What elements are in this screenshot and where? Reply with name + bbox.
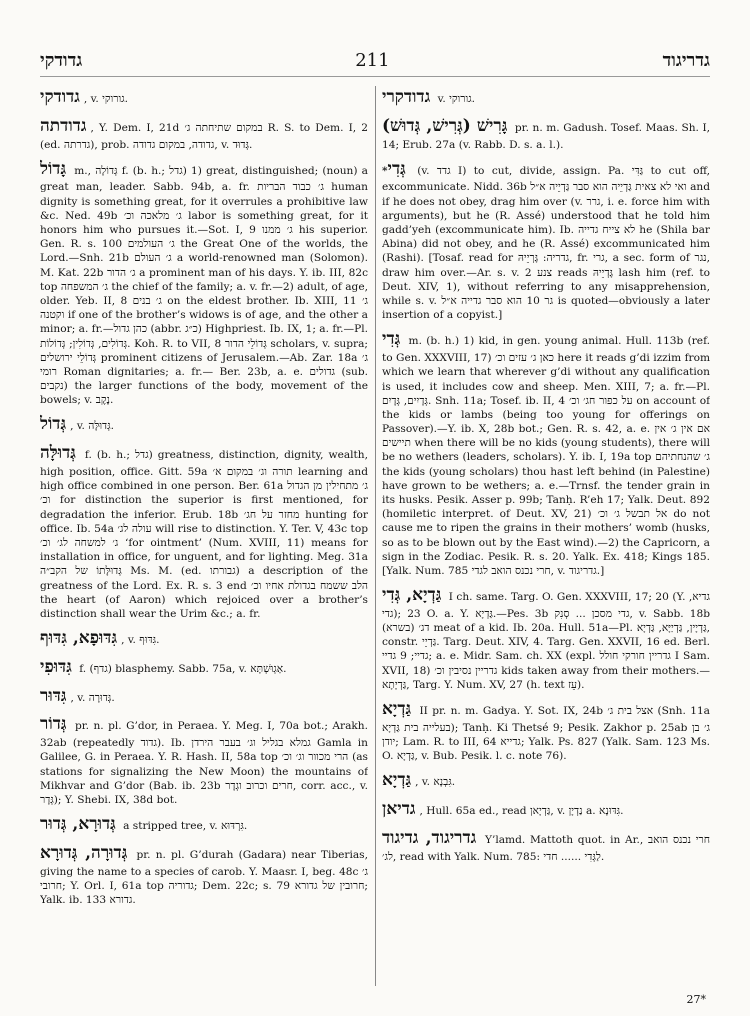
right-guide-word: גדריגוד — [662, 49, 710, 71]
entry-headword: גְּדוֹל — [40, 414, 67, 435]
entry-definition: I ch. same. Targ. O. Gen. XXXVIII, 17; 20 (Y. גדיא, גדי); 23 O. a. Y. גַּדְיָא.—Pes. 3b גדי מסכן ... סְנִק, v. Sabb. 18b (בשרא) דג׳ meat of a kid. Ib. 20a. Hull. 51a—Pl. גַּדְיָין, גַּדְיַיָּא, גַּדְיָא, constr. גַּדְיֵי. Targ. Deut. XIV, 4. Targ. Gen. XXVII, 16 ed. Berl. גדיי; 9 גדיי; a. e. Midr. Sam. ch. XX (expl. גדריין חורקי חולל I Sam. XVII, 18) גדריין נסיבין וכ׳ kids taken away from their mothers.—גַּדְיָתָא, Targ. Y. Num. XV, 27 (h. text עֵז). — [382, 591, 710, 691]
entry-headword: גדיאן — [382, 799, 416, 820]
entry-definition: v. גורוקי. — [434, 93, 476, 105]
entry-headword: גְּדִי — [387, 158, 406, 179]
entry-definition: , Hull. 65a ed., read גַּדְיָאן, v. נַדְיָן a. גִּדּוּנָא. — [419, 805, 624, 818]
entry-headword: גְּדוּלָּה — [40, 443, 76, 464]
signature-mark: 27* — [686, 993, 706, 1006]
dictionary-entry — [40, 86, 368, 109]
entry-definition: , Y. Dem. I, 21d במקום שתיחתה ג׳ R. S. to Dem. I, 2 (ed. גדרתה), prob. גדודה, במקום גדודה, v. גְּדוּד. — [40, 121, 368, 151]
entry-definition: , v. גְּדוּרָה. — [70, 691, 115, 704]
entry-headword: גדריגוד, גדיגוד — [382, 827, 477, 848]
entry-definition: , v. גִּבְנָא. — [415, 776, 456, 789]
dictionary-entry — [40, 813, 368, 836]
entry-headword: גְּדוּרָא, גְּדוּר — [40, 814, 116, 835]
dictionary-entry — [40, 115, 368, 152]
dictionary-entry — [382, 769, 710, 792]
dictionary-entry — [382, 158, 710, 323]
entry-headword: גְּדוּרָה, גְּדוּרָא — [40, 842, 128, 863]
entry-headword: גָּרִישׁ (גְּרִישׁ, גְּדוּשׁ) — [382, 115, 508, 136]
entry-headword: גָּדוֹל — [40, 158, 67, 179]
entry-definition: pr. n. pl. G’durah (Gadara) near Tiberias, giving the name to a species of carob. Y. Maasr. I, beg. 48c ג׳ חרובי; Y. Orl. I, 61a top גדוריה; Dem. 22c; s. 79 חרובין של גדורא; Yalk. ib. 133 גדורא. — [40, 848, 368, 906]
dictionary-entry — [382, 698, 710, 763]
entry-definition: , v. גִּדּוּף. — [121, 634, 160, 647]
right-column — [382, 86, 710, 986]
entry-headword: גַּדְיָא, גְּדִי — [382, 585, 442, 606]
dictionary-entry — [382, 798, 710, 821]
entry-definition: m., גְּדוֹלָה f. (b. h.; גדל) 1) great, distinguished; (noun) a great man, leader. Sabb. 94b, a. fr. ג׳ כבוד הבריות human dignity is something great, for it overrules a prohibitive law &c. Ned. 49b ג׳ מלאכה וכ׳ labor is something great, for it honors him who pursues it.—Sot. I, 9 ג׳ ממנו his superior. Gen. R. s. 100 ג׳ העולמים the Great One of the worlds, the Lord.—Snh. 21b ג׳ העולם a world-renowned man (Solomon). M. Kat. 22b ג׳ הדור a prominent man of his days. Y. ib. III, 82c top ג׳ המשפחה the chief of the family; a. v. fr.—2) adult, of age, older. Yeb. II, 8 ג׳ בנים on the eldest brother. Ib. XIII, 11 ג׳ וקטנה if one of the brother’s widows is of age, and the other a minor; a. fr.—כהן גדול (abbr. כ״ג) Highpriest. Ib. IX, 1; a. fr.—Pl. גְּדוֹלִים, גְּדוֹלִין; גְּדוֹלוֹת. Koh. R. to VII, 8 גְּדוֹלֵי הדור scholars, v. supra; גְּדוֹלֵי ירושלים prominent citizens of Jerusalem.—Ab. Zar. 18a ג׳ רומי Roman dignitaries; a. fr.— Ber. 23b, a. e. גדולים (sub. נקבים) the larger functions of the body, movement of the bowels; v. נֶקֶב. — [40, 164, 368, 407]
dictionary-entry — [382, 584, 710, 692]
entry-definition: pr. n. pl. G’dor, in Peraea. Y. Meg. I, 70a bot.; Arakh. 32ab (repeatedly גדוד). Ib. גמלא בגליל וג׳ בעבר הירדן Gamla in Galilee, G. in Peraea. Y. R. Hash. II, 58a top הרי מכוור וג׳ וכ׳ (as stations for signalizing the New Moon) the mountains of Mikhvar and G’dor (Bab. ib. 23b חרים וכרוב וגְדָר, corr. acc., v. גְּדָר); Y. Shebi. IX, 38d bot. — [40, 720, 368, 806]
entry-definition: II pr. n. m. Gadya. Y. Sot. IX, 24b אצל בית ג׳ (Snh. 11a בעלייה בית גַּדְיָא); Tanḥ. Ki Thetsé 9; Pesik. Zakhor p. 25ab ג׳ בן יודן; Lam. R. to III, 64 גדייא; Yalk. Ps. 827 (Yalk. Sam. 123 Ms. O. גַּדְיָא, v. Bub. Pesik. l. c. note 76). — [382, 705, 710, 763]
entry-headword: גִּדּוּפָא, גִּדּוּף — [40, 628, 118, 649]
entry-headword: גדודתה — [40, 115, 87, 136]
entry-definition: m. (b. h.) 1) kid, in gen. young animal. Hull. 113b (ref. to Gen. XXXVIII, 17) כאן ג׳ עזים וכ׳ here it reads g’di izzim from which we learn that wherever g’di without any qualification is used, it includes cow and sheep. Men. XIII, 7; a. fr.—Pl. גְּדָיִים, גְּדָיִם. Snh. 11a; Tosef. ib. II, 4 על כפור חג׳ וכ׳ on account of the kids or lambs (being too young for offerings on Passover).—Y. ib. X, 28b bot.; Gen. R. s. 42, a. e. אם אין ג׳ אין תיישים when there will be no kids (young students), there will be no wethers (leaders, scholars). Y. ib. I, 19a top ג׳ שהנחתיהם the kids (young scholars) thou hast left behind (in Palestine) have grown to be wethers; a. e.—Trnsf. the tender grain in its husks. Pesik. Asser p. 99b; Tanḥ. R’eh 17; Yalk. Deut. 892 (homiletic interpret. of Deut. XV, 21) אל תבשל ג׳ וכ׳ do not cause me to ripen the grains in their mothers’ womb (husks, so as to be blown out by the East wind).—2) the Capricorn, a sign in the Zodiac. Pesik. R. s. 20. Yalk. Ex. 418; Kings 185. [Yalk. Num. 785 חרי נכנס הואב לגדי, v. גדריגוד.] — [382, 335, 710, 577]
entry-definition: a stripped tree, v. גִּרְדּוּא. — [119, 820, 248, 833]
dictionary-entry — [40, 158, 368, 408]
entry-headword: גַּדְיָא — [382, 699, 412, 720]
entry-definition: pr. n. m. Gadush. Tosef. Maas. Sh. I, 14; Erub. 27a (v. Rabb. D. s. a. l.). — [382, 121, 710, 151]
dictionary-columns — [40, 86, 710, 986]
entry-headword: גַּדְיָא — [382, 770, 412, 791]
entry-symbol: * — [382, 164, 388, 177]
dictionary-entry — [40, 627, 368, 650]
dictionary-entry — [382, 86, 710, 109]
dictionary-entry — [382, 827, 710, 864]
page-number: 211 — [355, 49, 390, 71]
entry-definition: , v. גְּדוּלָּה. — [70, 420, 115, 433]
entry-definition: Y’lamd. Mattoth quot. in Ar., חרי נכנס הואב לג׳, read with Yalk. Num. 785: לַגְּדִי ...... חדי. — [382, 833, 710, 863]
dictionary-entry — [40, 713, 368, 807]
left-guide-word: גדודקי — [40, 49, 83, 71]
column-divider — [375, 86, 376, 986]
dictionary-entry — [40, 842, 368, 907]
entry-headword: גְּדוֹר — [40, 714, 67, 735]
left-column — [40, 86, 368, 986]
entry-definition: f. (b. h.; גדל) greatness, distinction, dignity, wealth, high position, office. Gitt. 59a תורה וג׳ במקום א׳ learning and high office combined in one person. Ber. 61a ג׳ מתחילין מן הגדול וכ׳ for distinction the superior is first mentioned, for degradation the inferior. Erub. 18b מחזר על חג׳ hunting for office. Ib. 54a עולה לג׳ will rise to distinction. Y. Ter. V, 43c top ג׳ למשחה לג׳ וכ׳ ‘for ointment’ (Num. XVIII, 11) means for installation in office, for unguent, and for lighting. Meg. 31a גְּדוּלָּתוֹ של הקב״ה Ms. M. (ed. גבורתו) a description of the greatness of the Lord. Ex. R. s. 3 end הלב ששמח בגדולת אחיו וכ׳ the heart (of Aaron) which rejoiced over a brother’s distinction shall wear the Urim &c.; a. fr. — [40, 449, 368, 620]
page-header — [40, 44, 710, 77]
entry-definition: f. (גדף) blasphemy. Sabb. 75a, v. אַגְוּשְׁתָּא. — [75, 662, 287, 675]
entry-headword: גִּדּוּפִי — [40, 656, 72, 677]
dictionary-entry — [40, 685, 368, 708]
entry-definition: , v. גורוקי. — [83, 93, 129, 105]
dictionary-entry — [382, 328, 710, 578]
entry-headword: גדודקי — [40, 87, 80, 107]
entry-headword: גִּדּוּר — [40, 685, 67, 706]
entry-headword: גְּדִי — [382, 329, 401, 350]
entry-definition: (v. גדד I) to cut, divide, assign. Pa. גַּדִּי to cut off, excommunicate. Nidd. 36b ואי לא צאית גַּדְיֵיה הוא סבר גַּדְיֵיה א״ל and if he does not obey, drag him over (v. גרר, i. e. force him with arguments), but he (R. Assé) understood that he told him gadd’yeh (excommunicate him). Ib. לא צייח גדייה he (Shila bar Abina) did not obey, and he (R. Assé) excommunicated him (Rashi). [Tosaf. read for גדריה: גָּרְיֵיהּ, fr. גרי, a sec. form of נגר, draw him over.—Ar. s. v. צנע 2 reads גָּדְיֵיהּ lash him (ref. to Deut. XIV, 1), without referring to any misapprehension, while s. v. גר 10 הוא סבר גדייה א״ל is quoted—obviously a later insertion of a copyist.] — [382, 164, 710, 322]
entry-headword: גדודקרי — [382, 87, 431, 107]
dictionary-entry — [40, 413, 368, 436]
dictionary-entry — [382, 115, 710, 152]
dictionary-entry — [40, 442, 368, 621]
dictionary-entry — [40, 656, 368, 679]
